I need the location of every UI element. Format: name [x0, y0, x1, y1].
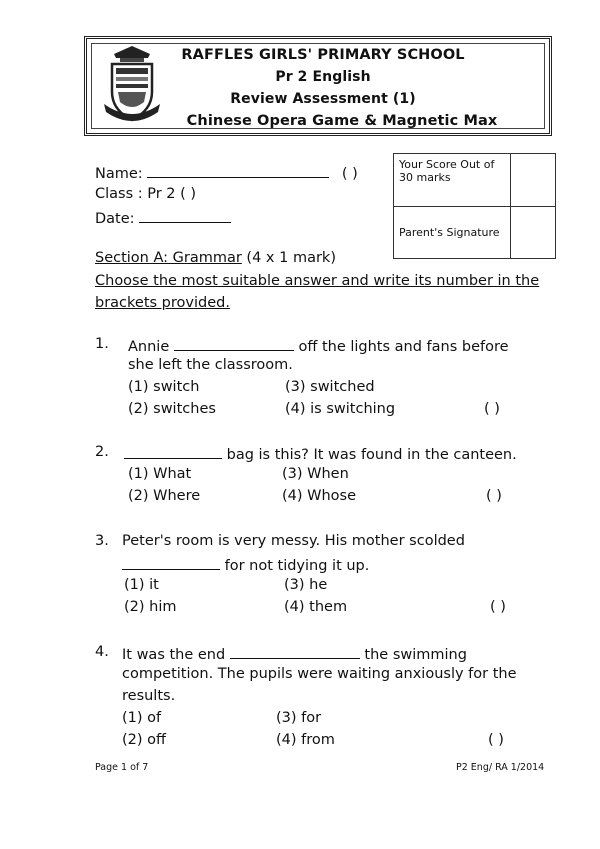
question-2-option: (3) When — [282, 466, 349, 482]
score-table — [393, 153, 556, 259]
question-3-option: (4) them — [284, 599, 348, 615]
question-4-line-3: results. — [122, 688, 176, 704]
date-row — [95, 208, 231, 227]
question-3-line-1: Peter's room is very messy. His mother scolded — [122, 533, 465, 549]
question-3-option: (3) he — [284, 577, 328, 593]
question-1-blank[interactable] — [174, 336, 294, 351]
assessment-title: Review Assessment (1) — [230, 91, 416, 107]
question-1-option: (2) switches — [128, 401, 216, 417]
question-3-option: (2) him — [124, 599, 177, 615]
question-4-option: (1) of — [122, 710, 162, 726]
question-4-line-2: competition. The pupils were waiting anxiously for the — [122, 666, 517, 682]
instruction-line-2: brackets provided. — [95, 295, 230, 311]
signature-cell[interactable] — [511, 206, 556, 259]
question-4-option: (3) for — [276, 710, 322, 726]
question-2-blank[interactable] — [124, 444, 222, 459]
class-label[interactable]: Class : Pr 2 ( ) — [95, 186, 197, 202]
date-label: Date: — [95, 211, 135, 227]
question-4-option: (4) from — [276, 732, 335, 748]
topic-title: Chinese Opera Game & Magnetic Max — [186, 113, 498, 129]
question-1-option: (3) switched — [285, 379, 375, 395]
score-cell[interactable] — [511, 154, 556, 207]
question-1-option: (4) is switching — [285, 401, 396, 417]
school-name: RAFFLES GIRLS' PRIMARY SCHOOL — [181, 47, 465, 63]
question-4-option: (2) off — [122, 732, 167, 748]
name-field[interactable] — [147, 163, 329, 178]
class-row — [95, 186, 196, 202]
section-heading — [95, 250, 336, 266]
question-1-number: 1. — [95, 336, 109, 352]
question-2-line-1: bag is this? It was found in the canteen. — [124, 444, 517, 463]
instruction-line-1: Choose the most suitable answer and write its number in the — [95, 273, 540, 289]
page-number: Page 1 of 7 — [95, 762, 149, 773]
question-2-option: (1) What — [128, 466, 192, 482]
section-title: Section A: Grammar — [95, 250, 242, 266]
question-2-option: (2) Where — [128, 488, 201, 504]
register-number-brackets[interactable]: ( ) — [341, 166, 358, 182]
question-1-line-2: she left the classroom. — [128, 357, 293, 373]
score-label: Your Score Out of 30 marks — [394, 154, 511, 207]
question-4-line-1: It was the end the swimming — [122, 644, 467, 663]
question-3-number: 3. — [95, 533, 109, 549]
question-4-blank[interactable] — [230, 644, 360, 659]
question-3-option: (1) it — [124, 577, 159, 593]
question-3-answer-brackets[interactable]: ( ) — [490, 599, 506, 615]
question-1-answer-brackets[interactable]: ( ) — [484, 401, 500, 417]
question-2-option: (4) Whose — [282, 488, 357, 504]
question-1-option: (1) switch — [128, 379, 200, 395]
section-marks: (4 x 1 mark) — [241, 250, 336, 266]
question-3-line-2: for not tidying it up. — [122, 555, 369, 574]
paper-code: P2 Eng/ RA 1/2014 — [456, 762, 545, 773]
date-field[interactable] — [139, 208, 231, 223]
level: Pr 2 English — [275, 69, 371, 85]
question-2-answer-brackets[interactable]: ( ) — [486, 488, 502, 504]
question-4-answer-brackets[interactable]: ( ) — [488, 732, 504, 748]
question-3-blank[interactable] — [122, 555, 220, 570]
question-4-number: 4. — [95, 644, 109, 660]
name-row — [95, 163, 358, 182]
question-1-line-1: Annie off the lights and fans before — [128, 336, 509, 355]
signature-label: Parent's Signature — [394, 206, 511, 259]
question-2-number: 2. — [95, 444, 109, 460]
name-label: Name: — [95, 166, 143, 182]
